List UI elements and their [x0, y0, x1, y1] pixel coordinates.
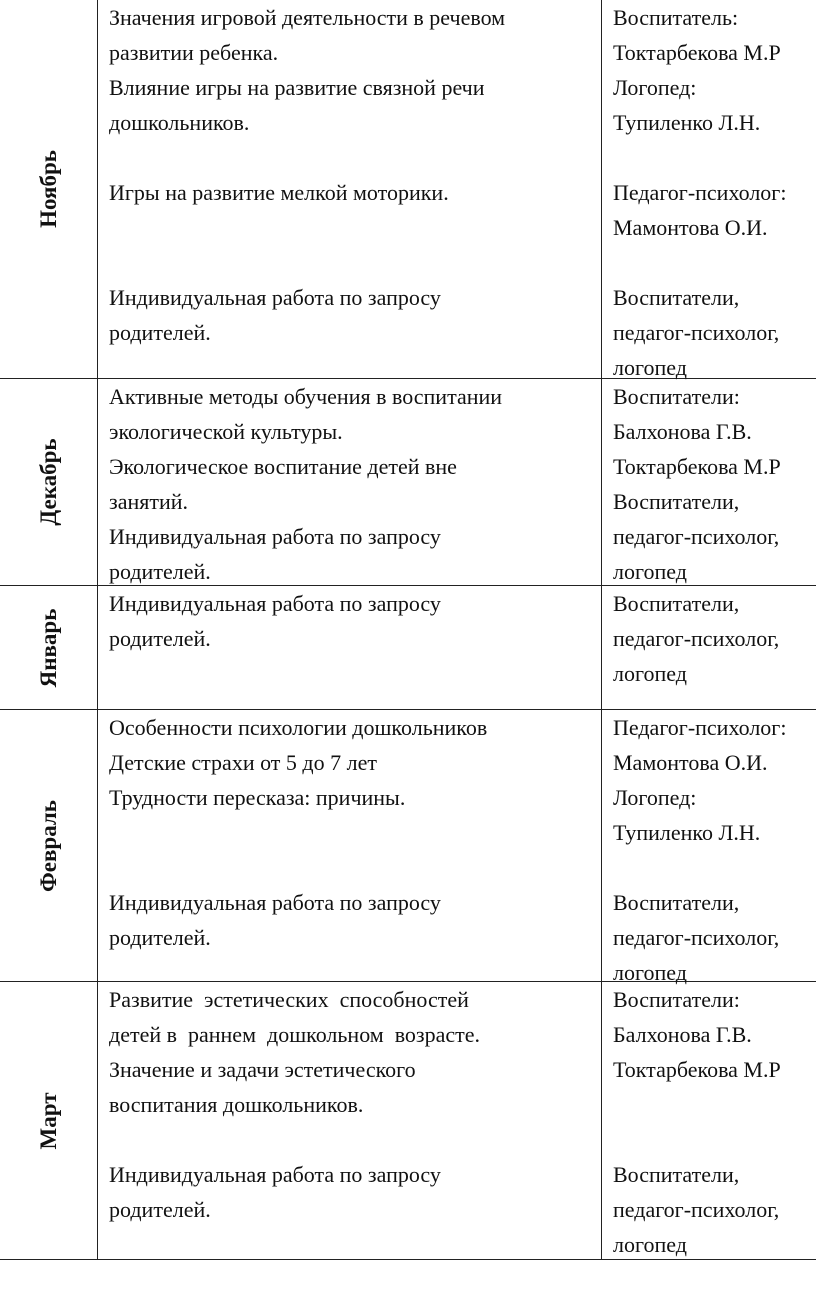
- month-label: Март: [35, 1092, 61, 1149]
- topic-line: Экологическое воспитание детей вне: [109, 454, 457, 479]
- topic-line: [109, 1122, 593, 1157]
- responsible-line: Токтарбекова М.Р: [613, 1057, 781, 1082]
- column-divider: [97, 710, 98, 981]
- topic-line: Значения игровой деятельности в речевом: [109, 5, 506, 30]
- responsible-line: Токтарбекова М.Р: [613, 40, 781, 65]
- table-row: [0, 0, 816, 379]
- responsible-line: педагог-психолог,: [613, 1197, 780, 1222]
- responsible-cell: [613, 0, 816, 385]
- responsible-line: [613, 140, 816, 175]
- responsible-line: Воспитатели,: [613, 890, 740, 915]
- topic-line: Индивидуальная работа по запросу: [109, 1162, 441, 1187]
- column-divider: [97, 982, 98, 1259]
- topic-line: [109, 815, 593, 850]
- responsible-line: Балхонова Г.В.: [613, 1022, 752, 1047]
- topic-line: [109, 245, 593, 280]
- responsible-line: Токтарбекова М.Р: [613, 454, 781, 479]
- topic-cell: [109, 710, 593, 955]
- responsible-line: педагог-психолог,: [613, 320, 780, 345]
- responsible-line: Балхонова Г.В.: [613, 419, 752, 444]
- topic-line: занятий.: [109, 489, 189, 514]
- column-divider: [601, 379, 602, 585]
- column-divider: [97, 379, 98, 585]
- responsible-line: Мамонтова О.И.: [613, 215, 768, 240]
- column-divider: [601, 0, 602, 378]
- responsible-cell: [613, 379, 816, 589]
- topic-line: [109, 140, 593, 175]
- table-row: [0, 710, 816, 985]
- topic-line: детей в раннем дошкольном возрасте.: [109, 1022, 481, 1047]
- topic-line: родителей.: [109, 559, 211, 584]
- table-row: [0, 379, 816, 586]
- topic-line: [109, 210, 593, 245]
- month-label: Январь: [35, 608, 61, 687]
- responsible-line: Воспитатели,: [613, 489, 740, 514]
- topic-line: Индивидуальная работа по запросу: [109, 524, 441, 549]
- topic-line: Особенности психологии дошкольников: [109, 715, 488, 740]
- responsible-line: педагог-психолог,: [613, 925, 780, 950]
- responsible-line: [613, 1122, 816, 1157]
- topic-line: Игры на развитие мелкой моторики.: [109, 180, 449, 205]
- column-divider: [97, 0, 98, 378]
- month-cell: [0, 710, 97, 981]
- topic-line: Индивидуальная работа по запросу: [109, 591, 441, 616]
- topic-cell: [109, 379, 593, 589]
- topic-cell: [109, 586, 593, 656]
- responsible-line: Педагог-психолог:: [613, 715, 787, 740]
- responsible-line: Мамонтова О.И.: [613, 750, 768, 775]
- responsible-cell: [613, 710, 816, 990]
- topic-line: Индивидуальная работа по запросу: [109, 890, 441, 915]
- responsible-line: логопед: [613, 1232, 687, 1257]
- responsible-line: Логопед:: [613, 785, 697, 810]
- topic-line: Значение и задачи эстетического: [109, 1057, 416, 1082]
- responsible-line: логопед: [613, 661, 687, 686]
- topic-line: Трудности пересказа: причины.: [109, 785, 406, 810]
- topic-line: дошкольников.: [109, 110, 250, 135]
- month-cell: [0, 586, 97, 709]
- responsible-line: логопед: [613, 559, 687, 584]
- topic-line: родителей.: [109, 1197, 211, 1222]
- topic-line: Индивидуальная работа по запросу: [109, 285, 441, 310]
- responsible-line: Воспитатель:: [613, 5, 739, 30]
- column-divider: [97, 586, 98, 709]
- responsible-cell: [613, 982, 816, 1262]
- responsible-line: Воспитатели:: [613, 987, 740, 1012]
- month-label: Февраль: [35, 799, 61, 892]
- month-label: Декабрь: [35, 438, 61, 526]
- topic-line: родителей.: [109, 925, 211, 950]
- topic-cell: [109, 982, 593, 1227]
- topic-line: Активные методы обучения в воспитании: [109, 384, 503, 409]
- responsible-line: [613, 245, 816, 280]
- responsible-line: логопед: [613, 355, 687, 380]
- topic-line: Детские страхи от 5 до 7 лет: [109, 750, 377, 775]
- topic-line: Развитие эстетических способностей: [109, 987, 469, 1012]
- responsible-line: Воспитатели,: [613, 285, 740, 310]
- column-divider: [601, 710, 602, 981]
- responsible-line: Воспитатели,: [613, 1162, 740, 1187]
- month-cell: [0, 379, 97, 585]
- responsible-line: Тупиленко Л.Н.: [613, 820, 761, 845]
- table-row: [0, 586, 816, 710]
- topic-line: родителей.: [109, 320, 211, 345]
- responsible-line: Тупиленко Л.Н.: [613, 110, 761, 135]
- topic-line: Влияние игры на развитие связной речи: [109, 75, 485, 100]
- responsible-cell: [613, 586, 816, 691]
- responsible-line: [613, 1087, 816, 1122]
- responsible-line: педагог-психолог,: [613, 626, 780, 651]
- month-cell: [0, 982, 97, 1259]
- topic-line: экологической культуры.: [109, 419, 343, 444]
- month-cell: [0, 0, 97, 378]
- column-divider: [601, 982, 602, 1259]
- responsible-line: Педагог-психолог:: [613, 180, 787, 205]
- responsible-line: [613, 850, 816, 885]
- column-divider: [601, 586, 602, 709]
- responsible-line: Воспитатели:: [613, 384, 740, 409]
- topic-line: родителей.: [109, 626, 211, 651]
- topic-line: развитии ребенка.: [109, 40, 279, 65]
- month-label: Ноябрь: [35, 150, 61, 228]
- topic-line: [109, 850, 593, 885]
- responsible-line: логопед: [613, 960, 687, 985]
- topic-cell: [109, 0, 593, 350]
- topic-line: воспитания дошкольников.: [109, 1092, 364, 1117]
- table-row: [0, 982, 816, 1260]
- responsible-line: Логопед:: [613, 75, 697, 100]
- responsible-line: педагог-психолог,: [613, 524, 780, 549]
- responsible-line: Воспитатели,: [613, 591, 740, 616]
